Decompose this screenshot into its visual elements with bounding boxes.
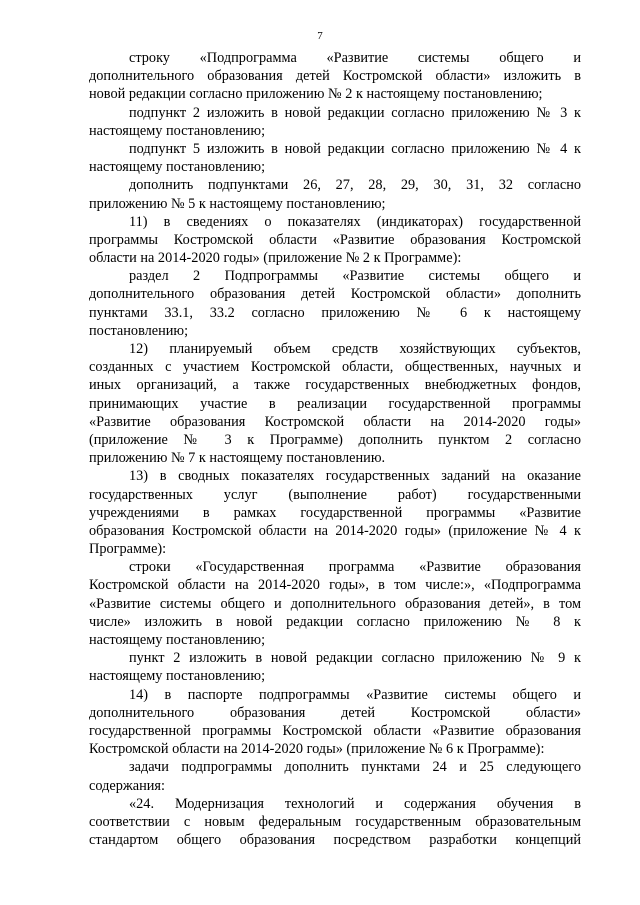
text-line: «24. Модернизация технологий и содержания обучения в: [129, 795, 581, 812]
text-line: строку «Подпрограмма «Развитие системы общего и: [129, 50, 581, 66]
text-line: Программе):: [89, 541, 167, 558]
text-line: постановлению;: [89, 322, 189, 339]
text-line: «Развитие системы общего и дополнительного образования детей», в том: [89, 595, 581, 612]
text-line: строки «Государственная программа «Развитие образования: [129, 559, 581, 576]
text-line: дополнительного образования детей Костромской области» изложить в: [89, 68, 581, 85]
text-line: государственной программы Костромской области «Развитие образования: [89, 722, 581, 739]
text-line: дополнить подпунктами 26, 27, 28, 29, 30, 31, 32 согласно: [129, 177, 581, 194]
text-line: приложению № 5 к настоящему постановлению;: [89, 195, 386, 212]
text-line: новой редакции согласно приложению № 2 к настоящему постановлению;: [89, 86, 543, 103]
text-line: Костромской области на 2014-2020 годы», в том числе:», «Подпрограмма: [89, 577, 581, 594]
text-line: подпункт 2 изложить в новой редакции согласно приложению № 3 к: [129, 104, 581, 121]
text-line: настоящему постановлению;: [89, 122, 266, 139]
text-line: подпункт 5 изложить в новой редакции согласно приложению № 4 к: [129, 140, 581, 157]
text-line: настоящему постановлению;: [89, 159, 266, 176]
text-line: созданных с участием Костромской области, общественных, научных и: [89, 359, 581, 376]
page-number: 7: [317, 30, 323, 42]
text-line: настоящему постановлению;: [89, 632, 266, 648]
text-line: дополнительного образования детей Костромской области» дополнить: [89, 286, 581, 303]
text-line: области на 2014-2020 годы» (приложение № 2 к Программе):: [89, 250, 462, 267]
text-line: задачи подпрограммы дополнить пунктами 24 и 25 следующего: [129, 759, 581, 776]
text-line: учреждениями в рамках государственной программы «Развитие: [89, 504, 581, 521]
text-line: 14) в паспорте подпрограммы «Развитие системы общего и: [129, 686, 581, 703]
text-line: образования Костромской области на 2014-2020 годы» (приложение № 4 к: [89, 522, 581, 539]
text-line: государственных услуг (выполнение работ) государственными: [89, 486, 581, 503]
text-line: дополнительного образования детей Костромской области»: [89, 704, 581, 721]
text-line: иных организаций, а также государственных внебюджетных фондов,: [89, 377, 581, 394]
text-line: «Развитие образования Костромской области на 2014-2020 годы»: [89, 413, 581, 430]
text-line: настоящему постановлению;: [89, 668, 266, 685]
text-line: программы Костромской области «Развитие образования Костромской: [89, 231, 581, 248]
text-line: стандартом общего образования посредством разработки концепций: [89, 832, 581, 849]
text-line: пунктами 33.1, 33.2 согласно приложению № 6 к настоящему: [89, 304, 581, 321]
text-line: 12) планируемый объем средств хозяйствующих субъектов,: [129, 341, 581, 357]
text-line: раздел 2 Подпрограммы «Развитие системы общего и: [129, 268, 581, 285]
body-text: [89, 49, 581, 849]
text-line: числе» изложить в новой редакции согласно приложению № 8 к: [89, 613, 581, 630]
text-line: 13) в сводных показателях государственных заданий на оказание: [129, 468, 581, 485]
text-line: Костромской области на 2014-2020 годы» (приложение № 6 к Программе):: [89, 741, 545, 758]
text-line: соответствии с новым федеральным государственным образовательным: [89, 813, 581, 830]
text-line: принимающих участие в реализации государственной программы: [89, 395, 581, 412]
text-line: приложению № 7 к настоящему постановлению.: [89, 450, 386, 467]
text-line: пункт 2 изложить в новой редакции согласно приложению № 9 к: [129, 650, 581, 667]
text-line: (приложение № 3 к Программе) дополнить пунктом 2 согласно: [89, 431, 581, 448]
text-line: 11) в сведениях о показателях (индикаторах) государственной: [129, 213, 581, 230]
text-line: содержания:: [89, 777, 165, 794]
